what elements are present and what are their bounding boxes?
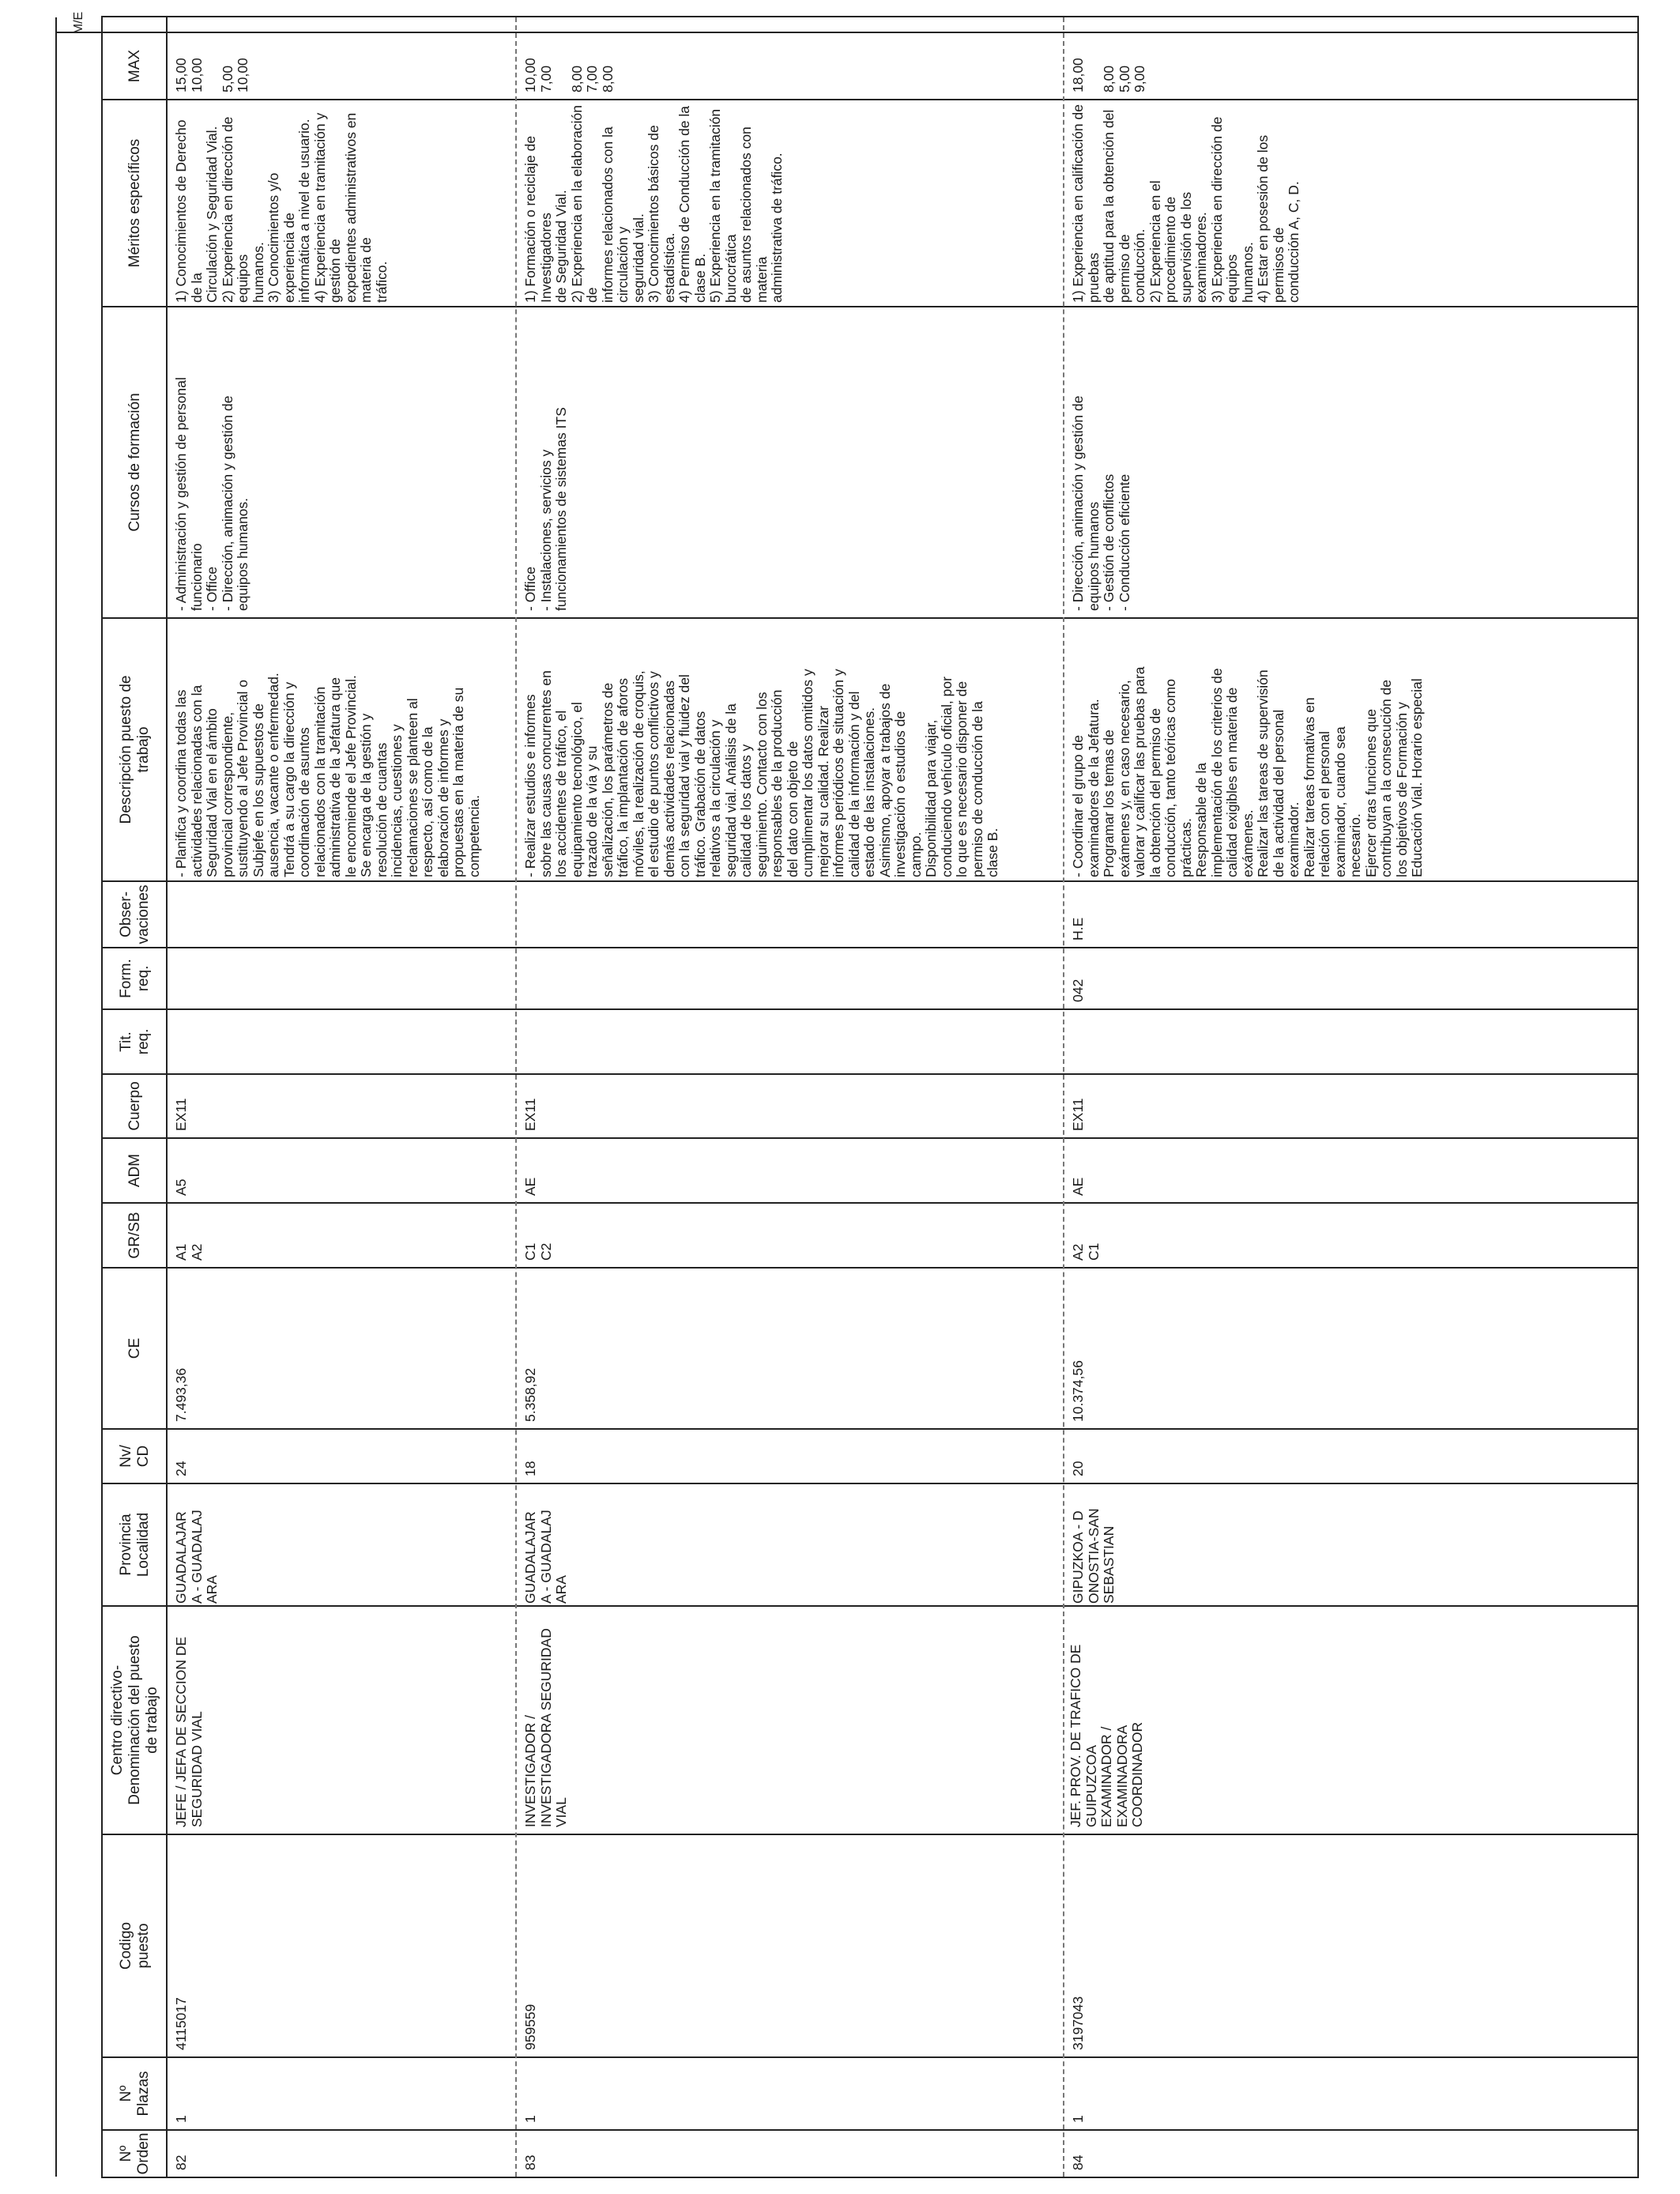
header-provincia: Provincia Localidad — [103, 1483, 168, 1605]
nivel-83: 18 — [522, 1461, 538, 1476]
titulacion-84 — [1069, 1010, 1072, 1073]
denominacion-82: JEFE / JEFA DE SECCION DE SEGURIDAD VIAL — [173, 1636, 205, 1827]
header-formacion: Form. req. — [103, 947, 168, 1008]
col-sep — [168, 1834, 1637, 1835]
col-sep — [168, 1202, 1637, 1204]
titulacion-83 — [522, 1010, 525, 1073]
provincia-84: GIPUZKOA - D ONOSTIA-SAN SEBASTIAN — [1070, 1508, 1117, 1604]
col-sep — [168, 880, 1637, 882]
header-nivel: Nv/ CD — [103, 1428, 168, 1483]
header-adm: ADM — [103, 1137, 168, 1202]
header-plazas: Nº Plazas — [103, 2056, 168, 2129]
provincia-83: GUADALAJAR A - GUADALAJ ARA — [522, 1510, 569, 1604]
codigo-83: 959559 — [522, 2004, 538, 2050]
col-sep — [168, 1605, 1637, 1607]
orden-82: 82 — [173, 2154, 189, 2170]
centro-84: JEF. PROV. DE TRAFICO DE GUIPUZCOA — [1068, 1644, 1099, 1827]
grupo-83: C1 C2 — [522, 1242, 554, 1261]
descripcion-83: - Realizar estudios e informes sobre las causas concurrentes en los accidentes de tráfico, el equipamiento tecnológico, el trazado de la vía y su señalización, los parámetros de tráfico, la implantación de aforos móviles, la realización de croquis, el estudio de puntos conflictivos y demás actividades relacionadas con la seguridad vial y fluidez del tráfico. Grabación de datos relativos a la circulación y seguridad vial. Análisis de la calidad de los datos y seguimiento. Contacto con los responsables de la producción del dato con objeto de cumplimentar los datos omitidos y mejorar su calidad. Realizar informes periódicos de situación y calidad de la información y del estado de las instalaciones. Asimismo, apoyar a trabajos de investigación o estudios de campo. Disponibilidad para viajar, conduciendo vehículo oficial, por lo que es necesario disponer de permiso de conducción de la clase B. — [522, 669, 1000, 877]
header-cursos: Cursos de formación — [103, 306, 168, 617]
col-sep — [168, 2056, 1637, 2058]
max-84: 18,00 8,00 5,00 9,00 — [1070, 58, 1147, 92]
meritos-83: 1) Formación o reciclaje de Investigadores de Seguridad Vial. 2) Experiencia en la elaboración de informes relacionados con la circulación y seguridad vial. 3) Conocimientos básicos de estadística. 4) Permiso de Conducción de la clase B. 5) Experiencia en la tramitación burocrática de asuntos relacionados con materia administrativa de tráfico. — [522, 104, 785, 303]
cuerpo-82: EX11 — [173, 1098, 189, 1131]
denominacion-83: INVESTIGADOR / INVESTIGADORA SEGURIDAD VIAL — [522, 1628, 569, 1827]
descripcion-82: - Planifica y coordina todas las actividades relacionadas con la Seguridad Vial en el ámbito provincial correspondiente, sustituyendo al Jefe Provincial o Subjefe en los supuestos de ausencia, vacante o enfermedad. Tendrá a su cargo la dirección y coordinación de asuntos relacionados con la tramitación administrativa de la Jefatura que le encomiende el Jefe Provincial. Se encarga de la gestión y resolución de cuantas incidencias, cuestiones y reclamaciones se planteen al respecto, así como de la elaboración de informes y propuestas en la materia de su competencia. — [173, 673, 482, 877]
cuerpo-84: EX11 — [1070, 1098, 1086, 1131]
table-header-row — [103, 17, 168, 2177]
meritos-82: 1) Conocimientos de Derecho de la Circulación y Seguridad Vial. 2) Experiencia en dirección de equipos humanos. 3) Conocimientos y/o experiencia de informática a nivel de usuario. 4) Experiencia en tramitación y gestión de expedientes administrativos en materia de tráfico. — [173, 112, 390, 303]
observaciones-83 — [522, 882, 525, 947]
provincia-82: GUADALAJAR A - GUADALAJ ARA — [173, 1510, 220, 1604]
row-sep — [515, 17, 517, 2177]
max-82: 15,00 10,00 5,00 10,00 — [173, 58, 250, 92]
puestos-table — [72, 11, 1639, 2178]
ce-82: 7.493,36 — [173, 1367, 189, 1422]
nivel-82: 24 — [173, 1461, 189, 1476]
col-sep-me — [55, 32, 1637, 33]
header-observaciones: Obser- vaciones — [103, 880, 168, 947]
grupo-84: A2 C1 — [1070, 1242, 1102, 1261]
adm-83: AE — [522, 1177, 538, 1196]
col-sep — [168, 1483, 1637, 1484]
plazas-83: 1 — [522, 2115, 538, 2123]
ce-83: 5.358,92 — [522, 1367, 538, 1422]
plazas-84: 1 — [1070, 2115, 1086, 2123]
cuerpo-83: EX11 — [522, 1098, 538, 1131]
header-ce: CE — [103, 1267, 168, 1428]
header-titulacion: Tit. req. — [103, 1008, 168, 1073]
header-grupo: GR/SB — [103, 1202, 168, 1267]
header-codigo: Codigo puesto — [103, 1834, 168, 2056]
denominacion-84: EXAMINADOR / EXAMINADORA COORDINADOR — [1098, 1721, 1145, 1827]
titulacion-82 — [172, 1010, 175, 1073]
col-sep — [168, 2129, 1637, 2131]
col-sep — [168, 1137, 1637, 1139]
orden-84: 84 — [1070, 2154, 1086, 2170]
header-orden: Nº Orden — [103, 2129, 168, 2177]
formacion-83 — [522, 948, 525, 1008]
header-cuerpo: Cuerpo — [103, 1073, 168, 1137]
header-me: M/E — [72, 11, 85, 35]
codigo-82: 4115017 — [173, 1997, 189, 2050]
meritos-84: 1) Experiencia en calificación de pruebas de aptitud para la obtención del permiso de conducción. 2) Experiencia en el procedimiento de supervisión de los examinadores. 3) Experiencia en dirección de equipos humanos. 4) Estar en posesión de los permisos de conducción A, C, D. — [1070, 104, 1301, 303]
formacion-82 — [172, 948, 175, 1008]
col-sep — [168, 306, 1637, 307]
header-centro: Centro directivo- Denominación del puesto de trabajo — [103, 1605, 168, 1834]
max-83: 10,00 7,00 8,00 7,00 8,00 — [522, 58, 616, 92]
header-max: MAX — [103, 32, 168, 99]
ce-84: 10.374,56 — [1070, 1360, 1086, 1422]
row-sep — [1063, 17, 1064, 2177]
col-sep — [168, 1267, 1637, 1269]
cursos-82: - Administración y gestión de personal funcionario - Office - Dirección, animación y gestión de equipos humanos. — [173, 377, 250, 611]
table-top-band — [55, 17, 104, 2177]
adm-84: AE — [1070, 1177, 1086, 1196]
formacion-84: 042 — [1070, 978, 1086, 1002]
col-sep — [168, 1008, 1637, 1010]
observaciones-82 — [172, 882, 175, 947]
codigo-84: 3197043 — [1070, 1996, 1086, 2050]
header-descripcion: Descripción puesto de trabajo — [103, 617, 168, 880]
plazas-82: 1 — [173, 2115, 189, 2123]
col-sep — [168, 947, 1637, 948]
cursos-84: - Dirección, animación y gestión de equipos humanos - Gestión de conflictos - Conducción eficiente — [1070, 395, 1132, 611]
header-meritos: Méritos específicos — [103, 99, 168, 306]
descripcion-84: - Coordinar el grupo de examinadores de la Jefatura. Programar los temas de exámenes y, en caso necesario, valorar y calificar las pruebas para la obtención del permiso de conducción, tanto teóricas como prácticas. Responsable de la implementación de los criterios de calidad exigibles en materia de exámenes. Realizar las tareas de supervisión de la actividad del personal examinador. Realizar tareas formativas en relación con el personal examinador, cuando sea necesario. Ejercer otras funciones que contribuyan a la consecución de los objetivos de Formación y Educación Vial. Horario especial — [1070, 666, 1425, 877]
col-sep — [168, 1428, 1637, 1430]
observaciones-84: H.E — [1070, 917, 1086, 941]
orden-83: 83 — [522, 2154, 538, 2170]
nivel-84: 20 — [1070, 1461, 1086, 1476]
adm-82: A5 — [173, 1178, 189, 1196]
grupo-82: A1 A2 — [173, 1243, 205, 1261]
col-sep — [168, 1073, 1637, 1075]
cursos-83: - Office - Instalaciones, servicios y funcionamientos de sistemas ITS — [522, 407, 569, 611]
